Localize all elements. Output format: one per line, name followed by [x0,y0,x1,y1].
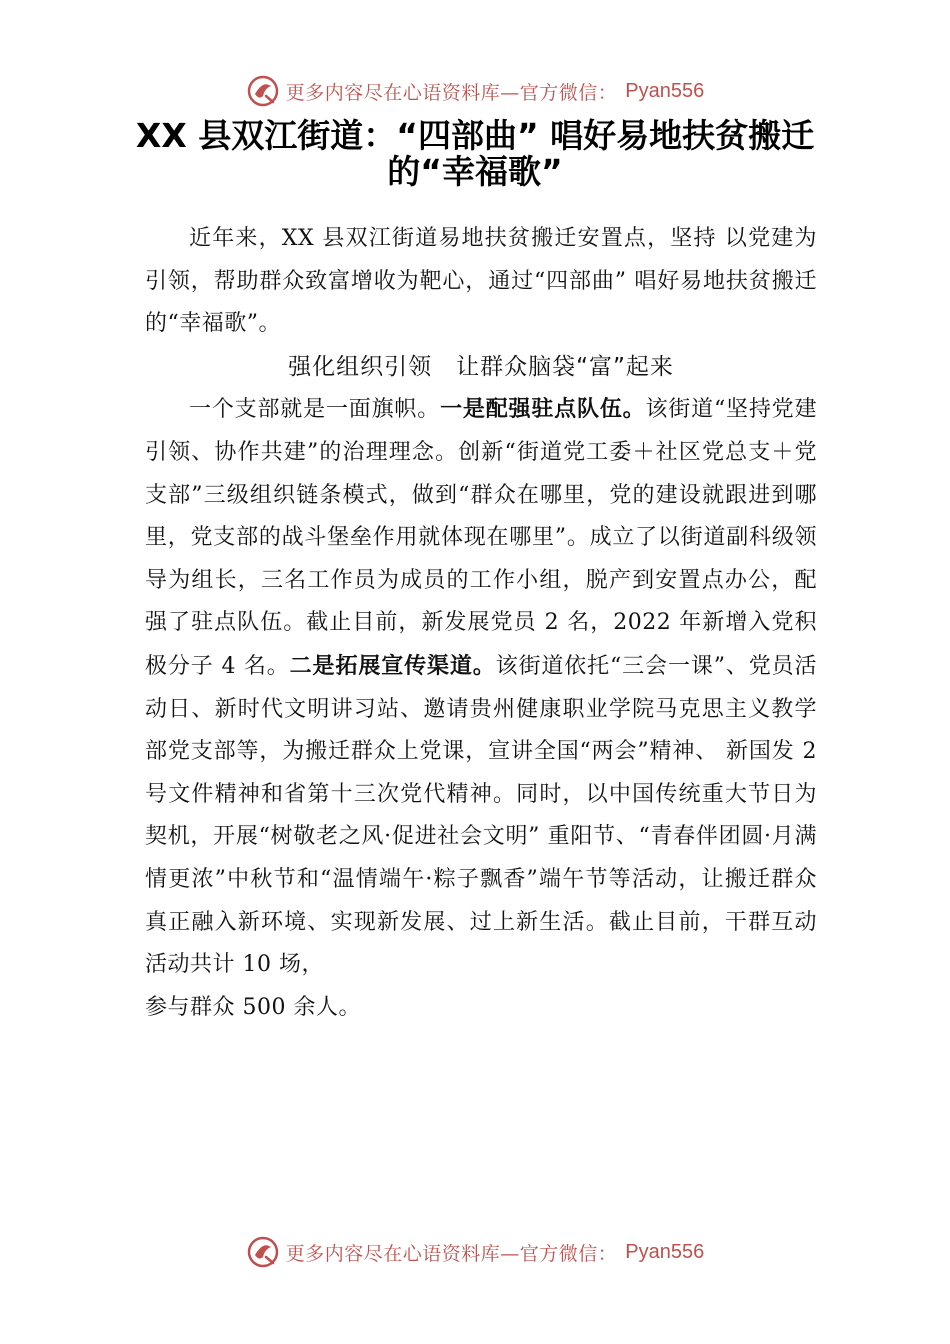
document-title: XX 县双江街道：“四部曲” 唱好易地扶贫搬迁的“幸福歌” [135,116,815,191]
point-two-heading: 二是拓展宣传渠道。 [289,652,496,679]
watermark-logo-icon [246,1235,280,1269]
watermark-wechat-id: Pyan556 [625,79,705,102]
body-paragraph-end: 参与群众 500 余人。 [145,994,361,1020]
paragraph-lead: 一个支部就是一面旗帜。 [189,397,441,423]
watermark-wechat-id: Pyan556 [625,1240,705,1263]
watermark-bottom [0,1232,950,1272]
body-paragraph-1 [145,388,817,986]
intro-paragraph: 近年来，XX 县双江街道易地扶贫搬迁安置点，坚持 以党建为引领，帮助群众致富增收为靶心，通过“四部曲” 唱好易地扶贫搬迁的“幸福歌”。 [145,226,817,337]
watermark-logo-icon [246,74,280,108]
document-body [145,218,817,1029]
point-one-text: 该街道“坚持党建引领、协作共建”的治理理念。创新“街道党工委＋社区党总支＋党支部”三级组织链条模式，做到“群众在哪里，党的建设就跟进到哪里，党支部的战斗堡垒作用就体现在哪里”。成立了以街道副科级领导为组长，三名工作员为成员的工作小组，脱产到安置点办公，配强了驻点队伍。截止目前，新发展党员 2 名，2022 年新增入党积极分子 4 名。 [145,397,817,679]
watermark-text: 更多内容尽在心语资料库—官方微信： [285,81,618,104]
point-one-heading: 一是配强驻点队伍。 [440,396,646,423]
watermark-text: 更多内容尽在心语资料库—官方微信： [285,1242,618,1265]
section-heading: 强化组织引领 让群众脑袋“富”起来 [288,353,674,380]
point-two-text: 该街道依托“三会一课”、党员活动日、新时代文明讲习站、邀请贵州健康职业学院马克思主义教学部党支部等，为搬迁群众上党课，宣讲全国“两会”精神、 新国发 2 号文件精神和省第十三次党代精神。同时，以中国传统重大节日为契机，开展“树敬老之风·促进社会文明” 重阳节、“青春伴团圆·月满情更浓”中秋节和“温情端午·粽子飘香”端午节等活动，让搬迁群众真正融入新环境、实现新发展、过上新生活。截止目前，干群互动活动共计 10 场， [145,653,817,978]
watermark-top [0,71,950,111]
